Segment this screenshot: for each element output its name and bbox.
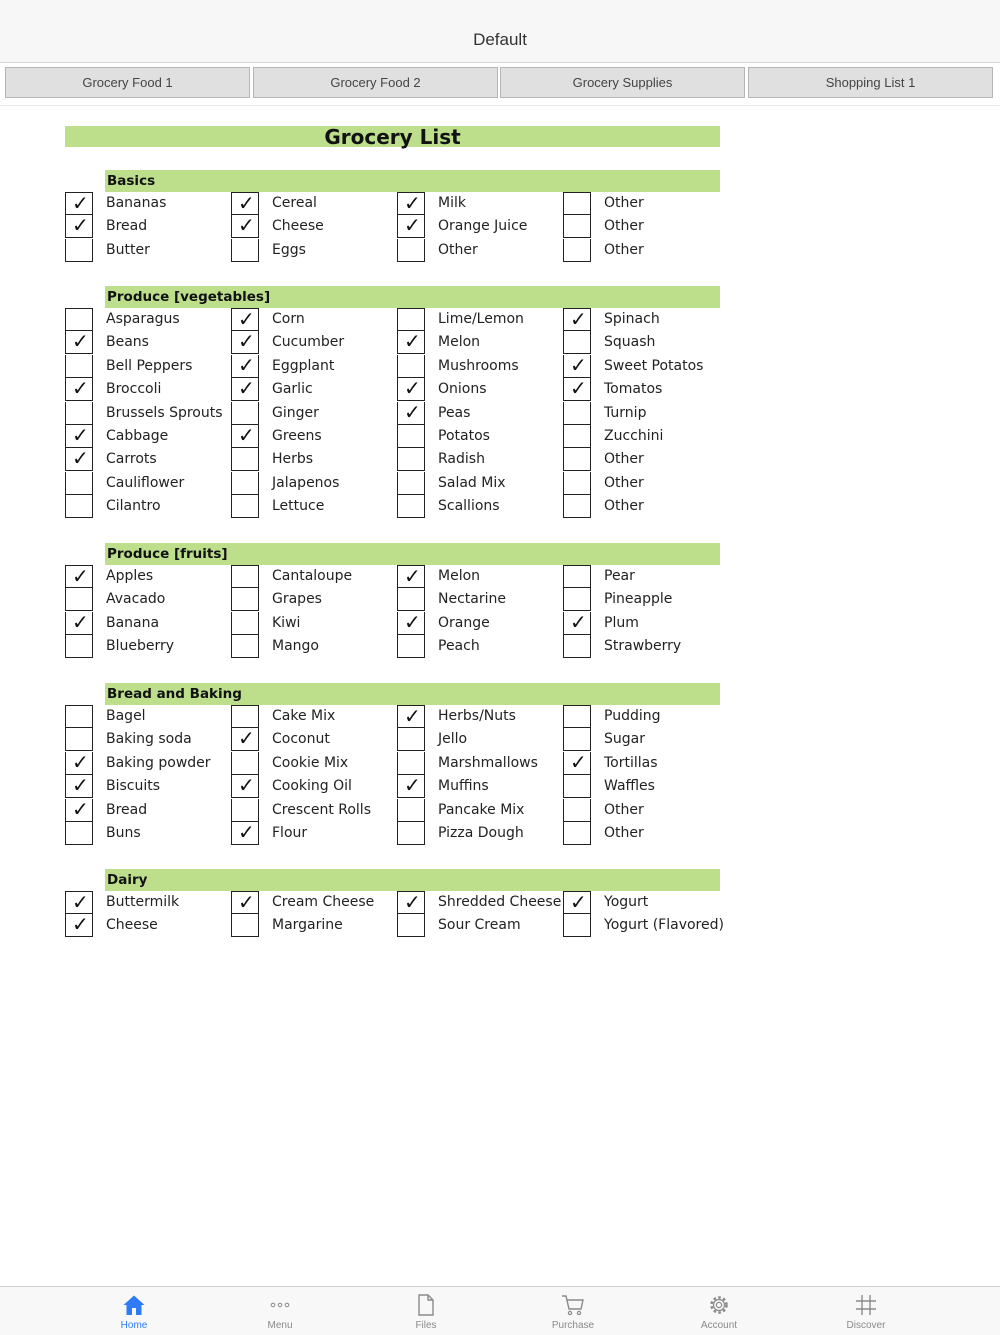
checkbox[interactable] [65,495,93,518]
checkbox[interactable] [563,705,591,728]
item-label: Pineapple [604,591,673,607]
checkbox[interactable] [563,891,591,914]
checkbox[interactable] [563,355,591,378]
item-label: Turnip [604,405,647,421]
item-label: Greens [272,428,322,444]
item-label: Cream Cheese [272,894,375,910]
checkbox[interactable] [397,891,425,914]
section-header-produce-fruits: Produce [fruits] [105,543,720,565]
checkmark-icon: ✓ [238,423,255,447]
bottom-tab-bar [0,1286,1000,1335]
checkbox[interactable] [65,752,93,775]
checkbox[interactable] [397,425,425,448]
item-label: Potatos [438,428,490,444]
grocery-list-document [0,106,1000,1286]
section-header-basics: Basics [105,170,720,192]
item-label: Bread [106,802,148,818]
checkmark-icon: ✓ [570,376,587,400]
tab-shopping-list-1[interactable]: Shopping List 1 [748,67,993,98]
item-label: Blueberry [106,638,175,654]
item-label: Cookie Mix [272,755,349,771]
item-label: Other [604,498,644,514]
checkmark-icon: ✓ [238,353,255,377]
item-label: Cheese [272,218,324,234]
checkmark-icon: ✓ [238,329,255,353]
checkbox[interactable] [563,728,591,751]
hash-icon [854,1293,878,1317]
checkbox[interactable] [231,565,259,588]
checkbox[interactable] [65,331,93,354]
checkmark-icon: ✓ [570,890,587,914]
item-label: Kiwi [272,615,301,631]
checkmark-icon: ✓ [238,890,255,914]
checkmark-icon: ✓ [238,191,255,215]
checkbox[interactable] [231,822,259,845]
checkbox[interactable] [231,799,259,822]
checkmark-icon: ✓ [72,376,89,400]
item-label: Other [438,242,478,258]
item-label: Radish [438,451,485,467]
item-label: Peach [438,638,480,654]
checkbox[interactable] [563,495,591,518]
checkmark-icon: ✓ [404,376,421,400]
item-label: Ginger [272,405,319,421]
checkbox[interactable] [563,215,591,238]
item-label: Cake Mix [272,708,336,724]
checkbox[interactable] [397,331,425,354]
checkbox[interactable] [397,472,425,495]
item-label: Cauliflower [106,475,185,491]
more-icon [268,1293,292,1317]
item-label: Eggplant [272,358,335,374]
item-label: Yogurt (Flavored) [604,917,724,933]
checkbox[interactable] [397,355,425,378]
checkbox[interactable] [397,728,425,751]
checkbox[interactable] [397,565,425,588]
item-label: Butter [106,242,150,258]
item-label: Other [604,802,644,818]
item-label: Avacado [106,591,166,607]
home-icon [122,1293,146,1317]
checkbox[interactable] [563,565,591,588]
item-label: Peas [438,405,471,421]
bottom-tab-home[interactable] [94,1287,174,1335]
item-label: Pudding [604,708,661,724]
checkbox[interactable] [231,472,259,495]
item-label: Bananas [106,195,167,211]
checkmark-icon: ✓ [238,773,255,797]
checkmark-icon: ✓ [72,797,89,821]
item-label: Herbs/Nuts [438,708,516,724]
checkbox[interactable] [563,448,591,471]
tab-grocery-food-2[interactable]: Grocery Food 2 [253,67,498,98]
checkmark-icon: ✓ [570,610,587,634]
checkmark-icon: ✓ [570,750,587,774]
section-header-bread-and-baking: Bread and Baking [105,683,720,705]
item-label: Orange [438,615,490,631]
checkbox[interactable] [231,308,259,331]
item-label: Broccoli [106,381,162,397]
item-label: Waffles [604,778,655,794]
item-label: Other [604,475,644,491]
checkbox[interactable] [563,425,591,448]
checkbox[interactable] [397,705,425,728]
checkmark-icon: ✓ [72,191,89,215]
item-label: Flour [272,825,308,841]
checkbox[interactable] [231,239,259,262]
item-label: Milk [438,195,466,211]
checkbox[interactable] [65,308,93,331]
item-label: Muffins [438,778,489,794]
checkmark-icon: ✓ [72,329,89,353]
item-label: Cilantro [106,498,161,514]
checkbox[interactable] [65,215,93,238]
checkbox[interactable] [231,448,259,471]
document-tab-strip [0,63,1000,106]
bottom-tab-purchase[interactable] [533,1287,613,1335]
item-label: Plum [604,615,639,631]
checkmark-icon: ✓ [72,773,89,797]
checkbox[interactable] [397,308,425,331]
checkmark-icon: ✓ [72,912,89,936]
checkbox[interactable] [563,308,591,331]
item-label: Mushrooms [438,358,519,374]
document-title: Grocery List [65,126,720,147]
checkbox[interactable] [563,612,591,635]
bottom-tab-label: Discover [846,1320,886,1331]
page-title: Default [473,30,527,49]
checkmark-icon: ✓ [404,400,421,424]
bottom-tab-label: Account [700,1320,738,1331]
checkbox[interactable] [65,635,93,658]
item-label: Melon [438,334,481,350]
checkbox[interactable] [65,239,93,262]
tab-grocery-food-1[interactable]: Grocery Food 1 [5,67,250,98]
tab-grocery-supplies[interactable]: Grocery Supplies [500,67,745,98]
item-label: Herbs [272,451,314,467]
bottom-tab-discover[interactable] [826,1287,906,1335]
item-label: Jello [438,731,468,747]
checkbox[interactable] [65,588,93,611]
item-label: Other [604,451,644,467]
checkmark-icon: ✓ [238,213,255,237]
checkbox[interactable] [65,425,93,448]
bottom-tab-menu[interactable] [240,1287,320,1335]
item-label: Cooking Oil [272,778,352,794]
item-label: Banana [106,615,160,631]
checkbox[interactable] [65,472,93,495]
item-label: Beans [106,334,149,350]
checkbox[interactable] [65,565,93,588]
checkmark-icon: ✓ [72,750,89,774]
checkbox[interactable] [563,192,591,215]
item-label: Pear [604,568,635,584]
checkbox[interactable] [231,914,259,937]
checkbox[interactable] [65,402,93,425]
checkbox[interactable] [563,588,591,611]
checkbox[interactable] [563,822,591,845]
bottom-tab-files[interactable] [386,1287,466,1335]
checkbox[interactable] [563,914,591,937]
checkbox[interactable] [397,752,425,775]
item-label: Orange Juice [438,218,528,234]
item-label: Shredded Cheese [438,894,562,910]
checkbox[interactable] [563,472,591,495]
checkbox[interactable] [231,635,259,658]
checkbox[interactable] [563,635,591,658]
checkbox[interactable] [231,588,259,611]
item-label: Baking powder [106,755,211,771]
checkbox[interactable] [231,378,259,401]
bottom-tab-label: Purchase [551,1320,595,1331]
checkbox[interactable] [65,822,93,845]
item-label: Nectarine [438,591,506,607]
checkbox[interactable] [231,331,259,354]
checkmark-icon: ✓ [570,307,587,331]
checkbox[interactable] [65,914,93,937]
item-label: Scallions [438,498,500,514]
item-label: Other [604,218,644,234]
section-header-produce-vegetables: Produce [vegetables] [105,286,720,308]
checkbox[interactable] [397,822,425,845]
item-label: Bread [106,218,148,234]
checkmark-icon: ✓ [238,307,255,331]
checkmark-icon: ✓ [238,726,255,750]
checkbox[interactable] [65,378,93,401]
item-label: Bagel [106,708,146,724]
item-label: Coconut [272,731,330,747]
checkmark-icon: ✓ [72,213,89,237]
item-label: Tortillas [604,755,658,771]
item-label: Lettuce [272,498,325,514]
checkmark-icon: ✓ [404,213,421,237]
checkbox[interactable] [563,331,591,354]
checkbox[interactable] [563,752,591,775]
checkbox[interactable] [65,891,93,914]
bottom-tab-label: Files [415,1320,437,1331]
item-label: Jalapenos [272,475,340,491]
checkbox[interactable] [397,448,425,471]
item-label: Sugar [604,731,645,747]
section-header-dairy: Dairy [105,869,720,891]
checkbox[interactable] [563,775,591,798]
checkbox[interactable] [65,355,93,378]
checkbox[interactable] [397,635,425,658]
item-label: Salad Mix [438,475,506,491]
bottom-tab-label: Home [120,1320,148,1331]
checkbox[interactable] [231,752,259,775]
checkbox[interactable] [231,425,259,448]
item-label: Cabbage [106,428,169,444]
item-label: Strawberry [604,638,682,654]
checkbox[interactable] [563,378,591,401]
checkmark-icon: ✓ [404,564,421,588]
checkbox[interactable] [397,799,425,822]
item-label: Baking soda [106,731,192,747]
checkmark-icon: ✓ [404,890,421,914]
checkbox[interactable] [231,355,259,378]
item-label: Squash [604,334,656,350]
item-label: Asparagus [106,311,180,327]
checkmark-icon: ✓ [404,329,421,353]
checkbox[interactable] [397,588,425,611]
checkbox[interactable] [231,495,259,518]
item-label: Cucumber [272,334,345,350]
checkbox[interactable] [397,239,425,262]
checkbox[interactable] [231,192,259,215]
bottom-tab-account[interactable] [679,1287,759,1335]
item-label: Other [604,825,644,841]
item-label: Other [604,242,644,258]
checkmark-icon: ✓ [72,610,89,634]
item-label: Onions [438,381,487,397]
item-label: Bell Peppers [106,358,193,374]
item-label: Buns [106,825,141,841]
checkmark-icon: ✓ [404,191,421,215]
checkbox[interactable] [397,775,425,798]
checkbox[interactable] [231,612,259,635]
item-label: Corn [272,311,305,327]
item-label: Cereal [272,195,317,211]
checkbox[interactable] [563,239,591,262]
gear-icon [707,1293,731,1317]
item-label: Spinach [604,311,660,327]
item-label: Zucchini [604,428,664,444]
checkbox[interactable] [231,775,259,798]
checkmark-icon: ✓ [570,353,587,377]
checkbox[interactable] [397,215,425,238]
item-label: Crescent Rolls [272,802,371,818]
checkmark-icon: ✓ [72,564,89,588]
checkmark-icon: ✓ [404,773,421,797]
item-label: Biscuits [106,778,161,794]
checkmark-icon: ✓ [238,376,255,400]
checkbox[interactable] [65,448,93,471]
checkbox[interactable] [231,728,259,751]
checkbox[interactable] [231,402,259,425]
checkmark-icon: ✓ [72,423,89,447]
item-label: Sour Cream [438,917,521,933]
item-label: Buttermilk [106,894,180,910]
checkbox[interactable] [563,799,591,822]
item-label: Other [604,195,644,211]
item-label: Yogurt [604,894,649,910]
item-label: Apples [106,568,154,584]
checkbox[interactable] [65,612,93,635]
item-label: Eggs [272,242,306,258]
item-label: Tomatos [604,381,663,397]
checkbox[interactable] [65,192,93,215]
item-label: Pancake Mix [438,802,525,818]
item-label: Melon [438,568,481,584]
checkbox[interactable] [231,891,259,914]
checkbox[interactable] [65,705,93,728]
checkbox[interactable] [231,705,259,728]
item-label: Lime/Lemon [438,311,524,327]
checkmark-icon: ✓ [238,820,255,844]
item-label: Brussels Sprouts [106,405,223,421]
item-label: Margarine [272,917,343,933]
checkbox[interactable] [231,215,259,238]
checkmark-icon: ✓ [72,446,89,470]
item-label: Marshmallows [438,755,538,771]
checkbox[interactable] [65,775,93,798]
checkmark-icon: ✓ [404,704,421,728]
checkbox[interactable] [65,799,93,822]
item-label: Sweet Potatos [604,358,704,374]
checkbox[interactable] [397,612,425,635]
bottom-tab-label: Menu [267,1320,293,1331]
checkbox[interactable] [65,728,93,751]
checkbox[interactable] [397,378,425,401]
item-label: Carrots [106,451,157,467]
checkbox[interactable] [397,192,425,215]
item-label: Garlic [272,381,313,397]
checkbox[interactable] [397,402,425,425]
item-label: Cheese [106,917,158,933]
item-label: Pizza Dough [438,825,524,841]
item-label: Mango [272,638,319,654]
checkmark-icon: ✓ [404,610,421,634]
checkbox[interactable] [563,402,591,425]
checkmark-icon: ✓ [72,890,89,914]
checkbox[interactable] [397,914,425,937]
checkbox[interactable] [397,495,425,518]
file-icon [414,1293,438,1317]
cart-icon [561,1293,585,1317]
item-label: Cantaloupe [272,568,353,584]
navigation-bar [0,0,1000,63]
item-label: Grapes [272,591,322,607]
